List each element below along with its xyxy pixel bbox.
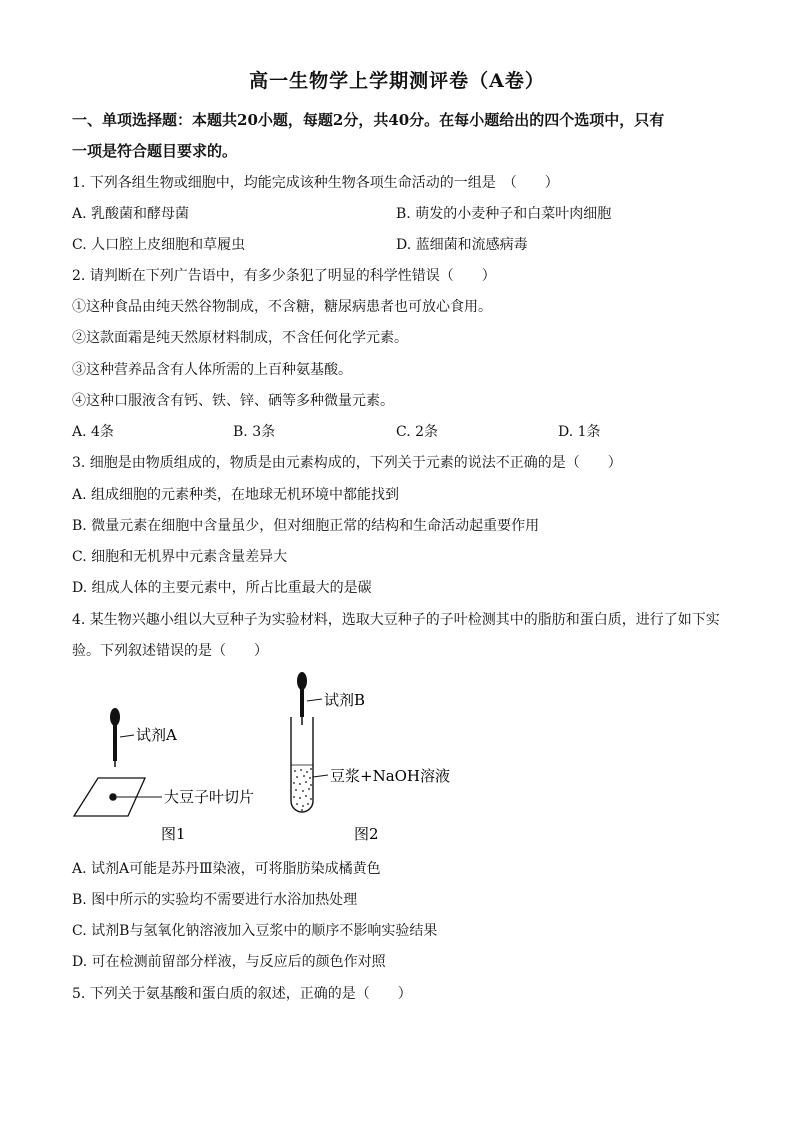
question-2-statement-3: ③这种营养品含有人体所需的上百种氨基酸。 — [72, 362, 352, 378]
question-4-option-d: D. 可在检测前留部分样液，与反应后的颜色作对照 — [72, 954, 386, 970]
question-1-option-b: B. 萌发的小麦种子和白菜叶肉细胞 — [396, 206, 612, 222]
question-1-option-c: C. 人口腔上皮细胞和草履虫 — [72, 237, 246, 253]
question-4-option-a: A. 试剂A可能是苏丹Ⅲ染液，可将脂肪染成橘黄色 — [72, 861, 381, 877]
question-4-figure — [60, 665, 480, 850]
question-2-stem: 2. 请判断在下列广告语中，有多少条犯了明显的科学性错误（ ） — [72, 268, 496, 284]
reagent-a-label: 试剂A — [136, 726, 177, 744]
page-title: 高一生物学上学期测评卷（A卷） — [249, 70, 545, 92]
dropper-b-icon — [297, 672, 307, 725]
solution-label: 豆浆+NaOH溶液 — [330, 767, 451, 785]
figure-1-caption: 图1 — [161, 825, 186, 843]
question-4-option-b: B. 图中所示的实验均不需要进行水浴加热处理 — [72, 892, 358, 908]
question-2-option-d: D. 1条 — [558, 424, 601, 440]
question-3-option-b: B. 微量元素在细胞中含量虽少，但对细胞正常的结构和生命活动起重要作用 — [72, 518, 540, 534]
question-4-stem-line-2: 验。下列叙述错误的是（ ） — [72, 643, 268, 659]
question-2-option-c: C. 2条 — [396, 424, 439, 440]
question-2-statement-1: ①这种食品由纯天然谷物制成，不含糖，糖尿病患者也可放心食用。 — [72, 299, 492, 315]
question-2-statement-2: ②这款面霜是纯天然原材料制成，不含任何化学元素。 — [72, 330, 408, 346]
question-1-stem: 1. 下列各组生物或细胞中，均能完成该种生物各项生命活动的一组是 （ ） — [72, 175, 559, 191]
reagent-b-label: 试剂B — [324, 691, 366, 709]
test-tube-liquid — [291, 765, 313, 811]
reagent-a-leader-line — [120, 735, 134, 737]
question-1-option-d: D. 蓝细菌和流感病毒 — [396, 237, 528, 253]
dropper-a-icon — [110, 708, 120, 767]
question-3-stem: 3. 细胞是由物质组成的，物质是由元素构成的，下列关于元素的说法不正确的是（ ） — [72, 455, 622, 471]
reagent-b-leader-line — [307, 699, 322, 701]
question-3-option-c: C. 细胞和无机界中元素含量差异大 — [72, 549, 288, 565]
question-5-stem: 5. 下列关于氨基酸和蛋白质的叙述，正确的是（ ） — [72, 986, 412, 1002]
question-1-option-a: A. 乳酸菌和酵母菌 — [72, 206, 190, 222]
slice-label: 大豆子叶切片 — [164, 788, 255, 806]
section-heading-line-2: 一项是符合题目要求的。 — [72, 142, 238, 160]
question-2-option-b: B. 3条 — [233, 424, 276, 440]
question-4-option-c: C. 试剂B与氢氧化钠溶液加入豆浆中的顺序不影响实验结果 — [72, 923, 438, 939]
question-2-option-a: A. 4条 — [72, 424, 114, 440]
solution-leader-line — [313, 775, 328, 777]
question-3-option-a: A. 组成细胞的元素种类，在地球无机环境中都能找到 — [72, 487, 400, 503]
slice-dot — [109, 793, 117, 801]
section-heading-line-1: 一、单项选择题：本题共20小题，每题2分，共40分。在每小题给出的四个选项中，只有 — [72, 111, 665, 129]
question-2-statement-4: ④这种口服液含有钙、铁、锌、硒等多种微量元素。 — [72, 393, 394, 409]
question-4-stem-line-1: 4. 某生物兴趣小组以大豆种子为实验材料，选取大豆种子的子叶检测其中的脂肪和蛋白质，进行了如下实 — [72, 612, 720, 628]
question-3-option-d: D. 组成人体的主要元素中，所占比重最大的是碳 — [72, 580, 372, 596]
figure-2-caption: 图2 — [354, 825, 379, 843]
